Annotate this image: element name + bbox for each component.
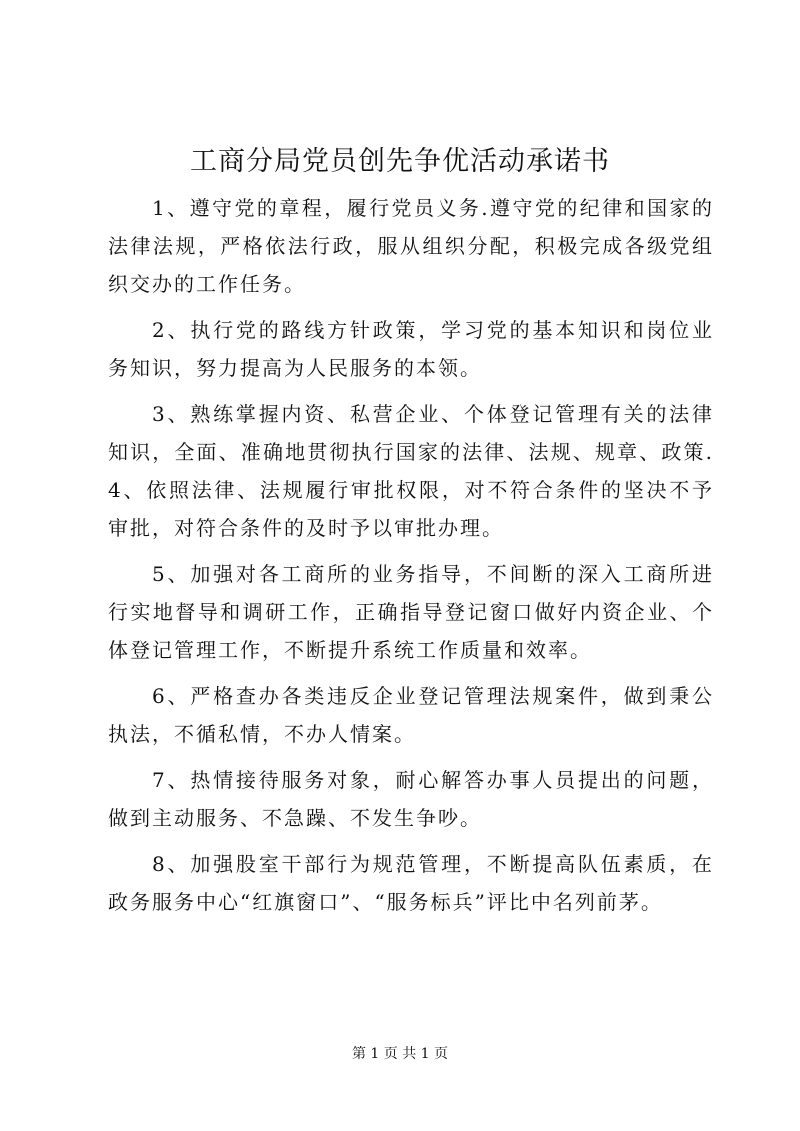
document-body [108,189,714,929]
paragraph-6: 6、严格查办各类违反企业登记管理法规案件，做到秉公执法，不循私情，不办人情案。 [108,684,714,746]
paragraph-2: 2、执行党的路线方针政策，学习党的基本知识和岗位业务知识，努力提高为人民服务的本领。 [108,318,714,380]
paragraph-3: 3、熟练掌握内资、私营企业、个体登记管理有关的法律知识，全面、准确地贯彻执行国家的法律、法规、规章、政策.4、依照法律、法规履行审批权限，对不符合条件的坚决不予审批，对符合条件的及时予以审批办理。 [108,402,714,540]
paragraph-7: 7、热情接待服务对象，耐心解答办事人员提出的问题，做到主动服务、不急躁、不发生争吵。 [108,768,714,830]
document-title: 工商分局党员创先争优活动承诺书 [190,146,610,177]
paragraph-8: 8、加强股室干部行为规范管理，不断提高队伍素质，在政务服务中心“红旗窗口”、“服务标兵”评比中名列前茅。 [108,852,714,914]
paragraph-5: 5、加强对各工商所的业务指导，不间断的深入工商所进行实地督导和调研工作，正确指导登记窗口做好内资企业、个体登记管理工作，不断提升系统工作质量和效率。 [108,562,714,662]
page-footer: 第 1 页 共 1 页 [351,1046,449,1062]
paragraph-1: 1、遵守党的章程，履行党员义务.遵守党的纪律和国家的法律法规，严格依法行政，服从组织分配，积极完成各级党组织交办的工作任务。 [108,196,714,296]
